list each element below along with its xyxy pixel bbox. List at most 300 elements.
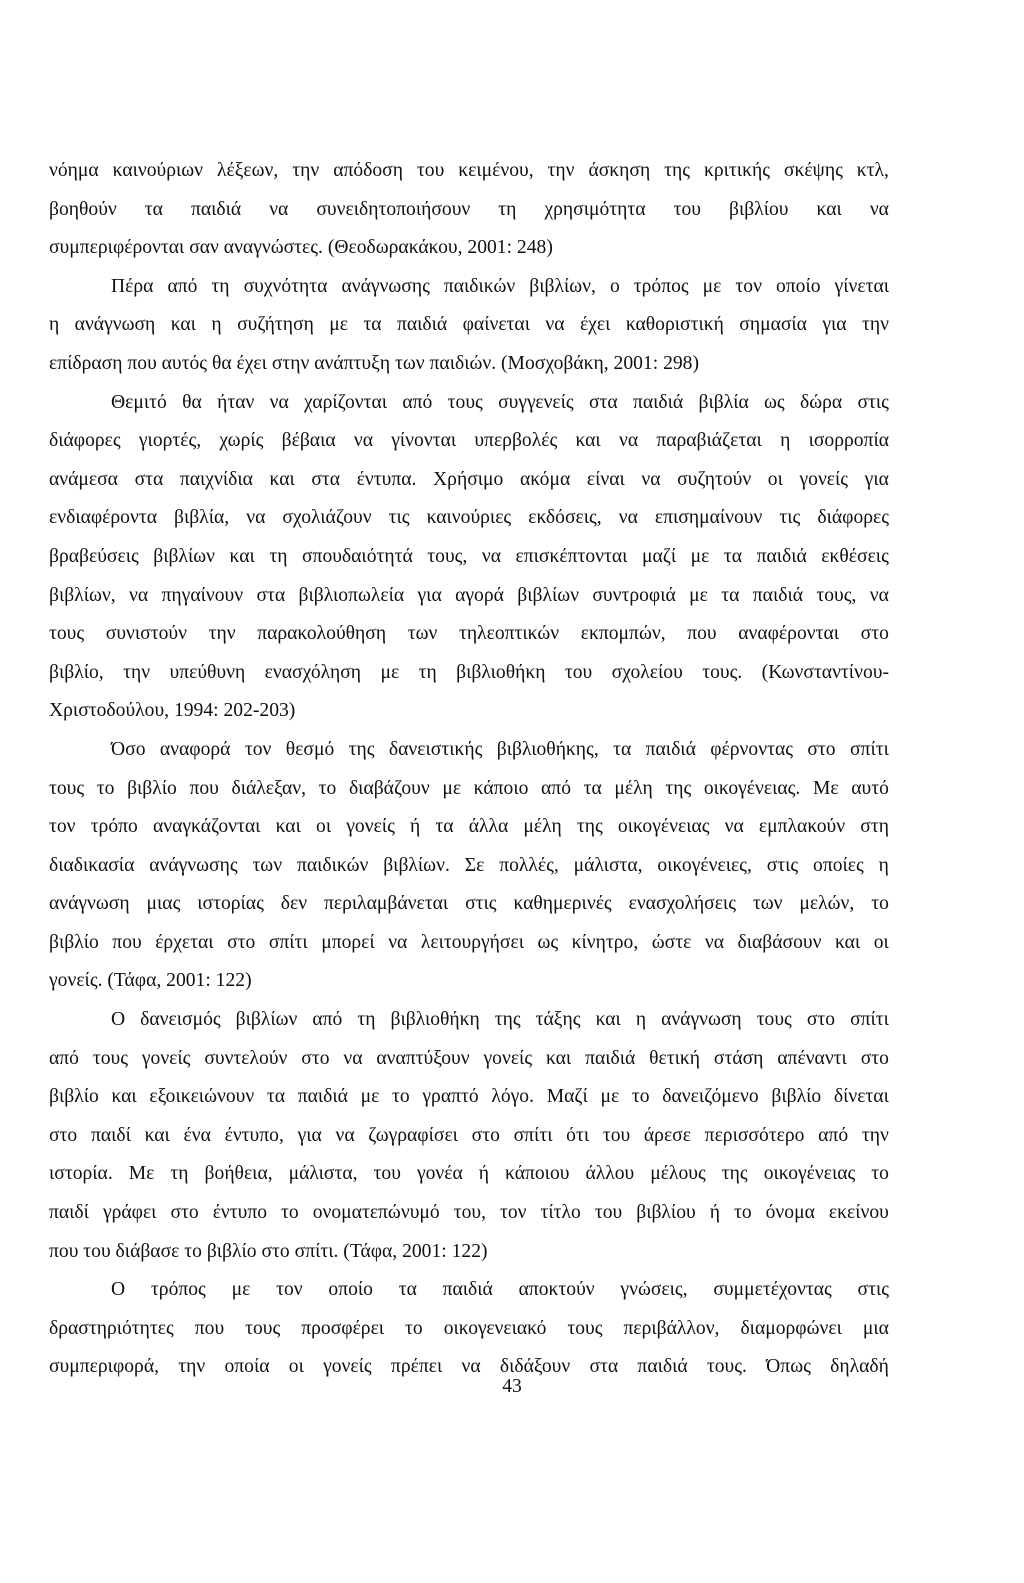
word: παιδιά: [442, 1279, 493, 1301]
word: να: [269, 391, 289, 413]
word: ενασχόληση: [264, 661, 362, 683]
word: παιδιά: [297, 1086, 348, 1108]
word: των: [252, 854, 283, 876]
word: βιβλιοθήκη: [456, 661, 546, 683]
word: παιδιά: [752, 584, 803, 606]
word: που: [687, 623, 717, 645]
word: στις: [766, 854, 799, 876]
word: η: [635, 1009, 647, 1031]
word: στο: [860, 623, 889, 645]
word: από: [402, 391, 433, 413]
word: δίνεται: [833, 1086, 889, 1108]
word: παιδιά: [756, 545, 807, 567]
word: θετική: [649, 1047, 701, 1069]
word: με: [231, 1279, 251, 1301]
word: που: [112, 931, 142, 953]
word: επισκέπτονται: [515, 545, 628, 567]
word: να: [641, 468, 661, 490]
word: σχολείου: [611, 661, 683, 683]
word: κάποιο: [473, 777, 529, 799]
word: το: [871, 893, 889, 915]
word: περιλαμβάνεται: [323, 893, 449, 915]
word: και: [269, 468, 295, 490]
word: βιβλία: [698, 391, 749, 413]
word: το: [318, 777, 337, 799]
word: το: [392, 1086, 410, 1108]
word: χαρίζονται: [304, 391, 388, 413]
word: περιβάλλον,: [623, 1317, 720, 1339]
word: να: [724, 816, 744, 838]
word: δηλαδή: [830, 1356, 889, 1378]
word: δώρα: [799, 391, 843, 413]
word: να: [461, 1356, 481, 1378]
word: τα: [583, 777, 602, 799]
word: το: [96, 777, 115, 799]
word: να: [129, 584, 149, 606]
word: την: [292, 160, 320, 181]
word: σπίτι: [268, 931, 308, 953]
word: να: [353, 430, 373, 452]
word: διαβάσουν: [737, 931, 822, 953]
word: γράφει: [102, 1202, 157, 1224]
word: βιβλίων,: [49, 584, 116, 606]
word: να: [388, 931, 408, 953]
word: δανεισμός: [140, 1009, 221, 1031]
word: εμπλακούν: [758, 816, 846, 838]
word: τους: [49, 777, 85, 799]
word: να: [704, 931, 724, 953]
word: μαζί: [641, 545, 677, 567]
word: ανάγνωσης: [341, 275, 430, 297]
word: γίνεται: [834, 275, 889, 297]
word: ή: [709, 1202, 720, 1224]
word: βιβλίων,: [529, 275, 596, 297]
word: τίτλο: [540, 1202, 581, 1224]
word: γνώσεις,: [620, 1279, 688, 1301]
word: τους.: [702, 661, 743, 683]
word: βιβλία,: [174, 507, 230, 529]
word: με: [702, 275, 722, 297]
text-line: [49, 191, 889, 230]
word: απέναντι: [777, 1047, 847, 1069]
word: στο: [170, 1202, 199, 1224]
word: βιβλίο: [49, 931, 99, 953]
page-number: 43: [502, 1376, 522, 1397]
word: ώστε: [651, 931, 692, 953]
word: οποίο: [775, 275, 821, 297]
word: τηλεοπτικών: [458, 623, 560, 645]
word: εκδόσεις,: [528, 507, 602, 529]
word: βοήθεια,: [204, 1163, 273, 1185]
word: και: [595, 1009, 621, 1031]
word: Όπως: [766, 1356, 811, 1378]
word: του: [564, 661, 593, 683]
word: γονείς: [799, 468, 849, 490]
word: συγγενείς: [498, 391, 574, 413]
word: τον: [49, 816, 76, 838]
word: που: [189, 777, 219, 799]
word: μέλους: [650, 1163, 706, 1185]
word: τους: [49, 623, 85, 645]
text-line: [49, 1078, 889, 1117]
word: οι: [767, 468, 783, 490]
word: τη: [269, 545, 288, 567]
word: στα: [589, 1356, 619, 1378]
word: βιβλίο: [127, 777, 177, 799]
word: παιδιά: [637, 1356, 688, 1378]
word: Μαζί: [546, 1086, 588, 1108]
word: λόγο.: [491, 1086, 534, 1108]
word: τους: [756, 1009, 792, 1031]
word: γονείς: [346, 816, 395, 838]
word: έντυπο,: [224, 1124, 284, 1146]
word: ακόμα: [519, 468, 571, 490]
word: υπεύθυνη: [169, 661, 246, 683]
word: αναπτύξουν: [376, 1047, 470, 1069]
word: τον: [244, 738, 272, 760]
word: τους,: [427, 545, 468, 567]
word: την: [178, 1356, 206, 1378]
word: ο: [609, 275, 620, 297]
text-line: [49, 538, 889, 577]
word: ανάγνωση: [49, 893, 130, 915]
word: αγορά: [455, 584, 504, 606]
word: γίνονται: [391, 430, 457, 452]
word: να: [269, 198, 289, 220]
text-line: Χριστοδούλου, 1994: 202-203): [49, 700, 296, 722]
word: μιας: [146, 893, 181, 915]
text-line: [49, 731, 889, 770]
word: εκθέσεις: [821, 545, 889, 567]
word: έντυπο: [212, 1202, 268, 1224]
word: Χρήσιμο: [433, 468, 504, 490]
word: τα: [721, 584, 740, 606]
word: την: [208, 623, 236, 645]
word: το: [631, 1086, 650, 1108]
word: βιβλίων: [153, 545, 216, 567]
word: παιδιά: [190, 198, 242, 220]
word: στάση: [713, 1047, 764, 1069]
word: και: [834, 931, 861, 953]
word: διάφορες: [49, 430, 121, 452]
word: συζήτηση: [237, 314, 314, 336]
word: τους: [447, 391, 483, 413]
word: της: [494, 1009, 521, 1031]
word: στα: [256, 584, 286, 606]
word: παρακολούθηση: [257, 623, 387, 645]
word: του: [602, 1124, 631, 1146]
word: στο: [471, 1124, 500, 1146]
word: συνειδητοποιήσουν: [316, 198, 471, 220]
word: διάφορες: [817, 507, 889, 529]
word: να: [618, 430, 639, 452]
word: ονοματεπώνυμό: [312, 1202, 440, 1224]
word: την: [861, 1124, 889, 1146]
word: για: [864, 468, 889, 490]
word: να: [545, 314, 565, 336]
word: άλλα: [468, 816, 509, 838]
word: στο: [301, 1047, 330, 1069]
text-line: [49, 384, 889, 423]
word: με: [380, 661, 400, 683]
word: να: [343, 1047, 363, 1069]
word: συντελούν: [204, 1047, 288, 1069]
word: βιβλιοπωλεία: [298, 584, 405, 606]
word: βέβαια: [281, 430, 336, 452]
word: άλλου: [585, 1163, 635, 1185]
word: τους,: [816, 584, 857, 606]
word: δεν: [280, 893, 308, 915]
word: υπερβολές: [474, 430, 558, 452]
word: βραβεύσεις: [49, 545, 139, 567]
text-line: [49, 306, 889, 345]
word: λέξεων,: [216, 160, 279, 181]
word: τρόπος: [150, 1279, 206, 1301]
word: μπορεί: [321, 931, 375, 953]
word: ισορροπία: [808, 430, 889, 452]
word: θα: [182, 391, 202, 413]
word: οι: [873, 931, 889, 953]
word: συντροφιά: [592, 584, 676, 606]
word: με: [600, 1086, 620, 1108]
word: οικογένειας: [617, 816, 710, 838]
word: τρόπος: [633, 275, 689, 297]
word: αποκτούν: [518, 1279, 595, 1301]
word: με: [689, 584, 708, 606]
word: της: [576, 816, 603, 838]
word: τον: [499, 1202, 527, 1224]
word: τη: [357, 1009, 376, 1031]
word: αυτό: [851, 777, 889, 799]
word: από: [167, 275, 198, 297]
word: γιορτές,: [138, 430, 202, 452]
word: πηγαίνουν: [161, 584, 244, 606]
word: εκείνου: [828, 1202, 889, 1224]
word: για: [417, 584, 442, 606]
text-line: γονείς. (Τάφα, 2001: 122): [49, 970, 252, 992]
word: στη: [860, 816, 889, 838]
word: συμμετέχοντας: [713, 1279, 832, 1301]
word: η: [780, 430, 791, 452]
word: ενδιαφέροντα: [49, 507, 157, 529]
word: και: [144, 1124, 170, 1146]
word: διαμορφώνει: [740, 1317, 842, 1339]
word: έντυπα.: [356, 468, 417, 490]
text-line: επίδραση που αυτός θα έχει στην ανάπτυξη των παιδιών. (Μοσχοβάκη, 2001: 298): [49, 352, 699, 374]
word: Ο: [111, 1279, 126, 1301]
word: οι: [316, 816, 332, 838]
word: σπουδαιότητά: [301, 545, 413, 567]
word: φαίνεται: [462, 314, 530, 336]
word: παιδί: [90, 1124, 131, 1146]
word: Θεμιτό: [111, 391, 167, 413]
word: συχνότητα: [243, 275, 328, 297]
word: το: [733, 1202, 752, 1224]
word: τα: [398, 1279, 417, 1301]
word: βιβλίο: [49, 1086, 99, 1108]
word: ζωγραφίσει: [368, 1124, 458, 1146]
word: νόημα: [49, 160, 99, 181]
word: έχει: [579, 314, 611, 336]
text-line: [49, 1271, 889, 1310]
word: τις: [779, 507, 801, 529]
word: με: [442, 777, 462, 799]
word: με: [690, 545, 710, 567]
word: μάλιστα,: [288, 1163, 358, 1185]
word: στο: [227, 931, 256, 953]
word: καινούριες: [426, 507, 512, 529]
word: με: [360, 1086, 380, 1108]
text-line: [49, 847, 889, 886]
word: και: [816, 198, 842, 220]
word: τη: [498, 198, 517, 220]
word: προσφέρει: [301, 1317, 385, 1339]
word: σπίτι: [850, 1009, 889, 1031]
text-line: [49, 1155, 889, 1194]
word: ως: [537, 931, 559, 953]
text-line: [49, 1310, 889, 1349]
word: τα: [363, 314, 382, 336]
word: παιδικών: [296, 854, 369, 876]
word: παραβιάζεται: [656, 430, 762, 452]
word: στα: [311, 468, 341, 490]
word: ήταν: [217, 391, 255, 413]
word: του: [416, 160, 445, 181]
word: κριτικής: [704, 160, 770, 181]
word: τρόπο: [90, 816, 138, 838]
word: τους: [567, 1317, 603, 1339]
word: τις: [388, 507, 410, 529]
word: σπίτι: [513, 1124, 553, 1146]
word: να: [481, 545, 501, 567]
word: και: [229, 545, 255, 567]
word: η: [49, 314, 60, 336]
word: γονείς: [483, 1047, 533, 1069]
word: παιδιά: [632, 391, 684, 413]
word: (Κωνσταντίνου-: [761, 661, 889, 683]
text-line: [49, 1040, 889, 1079]
word: να: [869, 198, 889, 220]
word: στο: [860, 1047, 889, 1069]
word: συμπεριφορά,: [49, 1356, 159, 1378]
word: στις: [857, 1279, 889, 1301]
word: για: [822, 314, 847, 336]
word: κάποιου: [505, 1163, 570, 1185]
word: στο: [806, 1009, 836, 1031]
word: μια: [862, 1317, 889, 1339]
word: σκέψης: [783, 160, 843, 181]
text-line: [49, 885, 889, 924]
word: την: [547, 160, 575, 181]
word: σχολιάζουν: [282, 507, 372, 529]
word: ανάγνωση: [661, 1009, 742, 1031]
word: δανειστικής: [388, 738, 483, 760]
text-line: που του διάβασε το βιβλίο στο σπίτι. (Τάφα, 2001: 122): [49, 1240, 488, 1262]
text-line: [49, 422, 889, 461]
word: Με: [128, 1163, 155, 1185]
word: μέλη: [614, 777, 653, 799]
word: στο: [49, 1124, 78, 1146]
word: δραστηριότητες: [49, 1317, 174, 1339]
word: από: [49, 1047, 79, 1069]
word: τα: [613, 738, 632, 760]
word: ενασχολήσεις: [628, 893, 736, 915]
word: τα: [144, 198, 163, 220]
word: στα: [588, 391, 618, 413]
word: τάξης: [535, 1009, 581, 1031]
word: οικογένειας: [763, 1163, 856, 1185]
word: οικογενειακό: [443, 1317, 547, 1339]
word: να: [618, 507, 638, 529]
text-line: [49, 461, 889, 500]
word: το: [405, 1317, 423, 1339]
word: τα: [435, 816, 454, 838]
word: καθημερινές: [513, 893, 612, 915]
word: Σε: [464, 854, 485, 876]
word: αναφορά: [159, 738, 231, 760]
word: διδάξουν: [499, 1356, 571, 1378]
text-line: [49, 152, 889, 191]
text-line: [49, 1001, 889, 1040]
word: διάλεξαν,: [231, 777, 307, 799]
word: στα: [134, 468, 164, 490]
word: από: [818, 1124, 849, 1146]
word: να: [869, 584, 889, 606]
word: Όσο: [111, 738, 146, 760]
word: απόδοση: [333, 160, 403, 181]
word: βιβλίου: [636, 1202, 696, 1224]
word: φέρνοντας: [710, 738, 793, 760]
word: των: [407, 623, 438, 645]
word: και: [575, 430, 601, 452]
word: από: [541, 777, 571, 799]
word: οποία: [224, 1356, 270, 1378]
word: μάλιστα,: [573, 854, 643, 876]
word: της: [348, 738, 375, 760]
word: βοηθούν: [49, 198, 117, 220]
word: ένα: [183, 1124, 211, 1146]
word: διαβάζουν: [348, 777, 430, 799]
word: ως: [764, 391, 785, 413]
word: της: [664, 160, 691, 181]
word: βιβλιοθήκης,: [496, 738, 599, 760]
text-line: [49, 268, 889, 307]
word: σημασία: [739, 314, 807, 336]
word: καθοριστική: [625, 314, 724, 336]
text-line: [49, 654, 889, 693]
word: αναγκάζονται: [152, 816, 261, 838]
word: οποίο: [328, 1279, 373, 1301]
word: διαδικασία: [49, 854, 135, 876]
word: παιχνίδια: [179, 468, 253, 490]
word: Με: [812, 777, 839, 799]
word: ή: [409, 816, 421, 838]
document-body: [49, 152, 889, 1387]
word: Ο: [111, 1009, 126, 1031]
word: άσκηση: [588, 160, 651, 181]
word: να: [246, 507, 266, 529]
word: τους: [92, 1047, 128, 1069]
word: γονείς: [141, 1047, 191, 1069]
word: ότι: [566, 1124, 590, 1146]
word: του: [594, 1202, 623, 1224]
word: τα: [266, 1086, 286, 1108]
word: ανάγνωσης: [149, 854, 238, 876]
text-line: [49, 577, 889, 616]
word: χωρίς: [219, 430, 264, 452]
word: παιδιά: [585, 1047, 636, 1069]
word: και: [545, 1047, 572, 1069]
